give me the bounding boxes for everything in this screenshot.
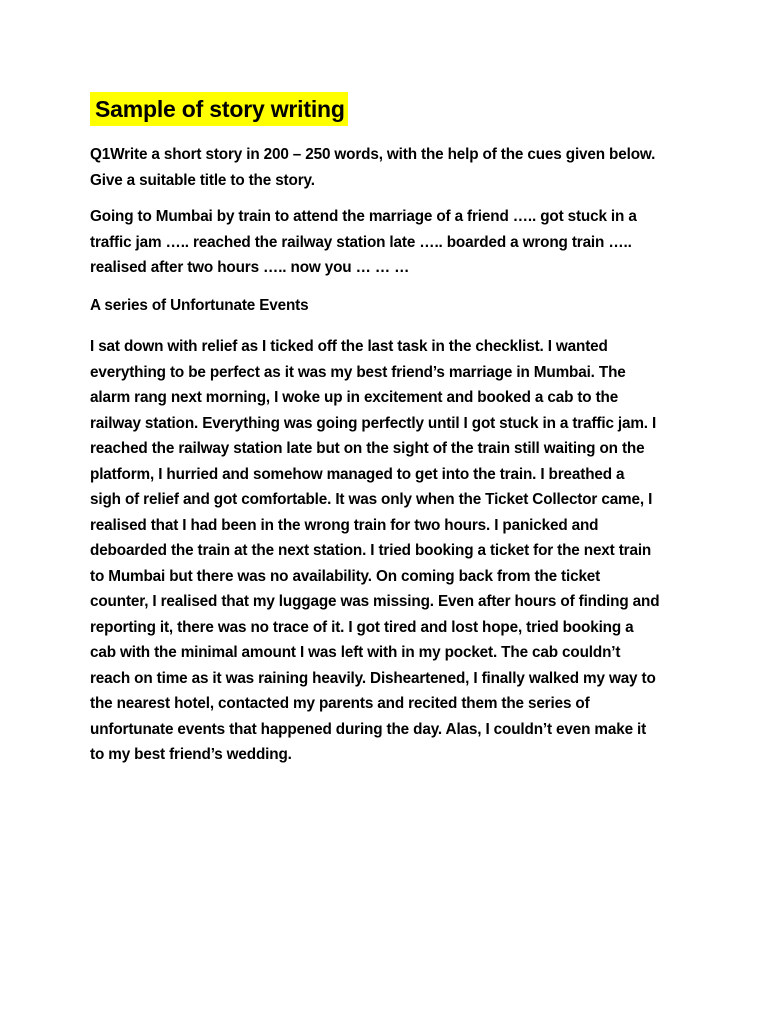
story-line: deboarded the train at the next station. I tried booking a ticket for the next train (90, 542, 652, 559)
cue-line: traffic jam ….. reached the railway station late ….. boarded a wrong train ….. (90, 233, 632, 251)
story-line: reach on time as it was raining heavily. Disheartened, I finally walked my way to (90, 669, 656, 687)
title-wrapper (90, 92, 348, 126)
cues-paragraph (90, 204, 700, 281)
story-title: A series of Unfortunate Events (90, 297, 309, 314)
cue-line: Going to Mumbai by train to attend the marriage of a friend ….. got stuck in a (90, 208, 637, 225)
story-line: counter, I realised that my luggage was missing. Even after hours of finding and (90, 593, 660, 610)
question-paragraph (90, 142, 700, 193)
story-paragraph (90, 334, 700, 768)
question-line: Give a suitable title to the story. (90, 171, 315, 189)
story-line: platform, I hurried and somehow managed to get into the train. I breathed a (90, 465, 625, 483)
story-line: reached the railway station late but on the sight of the train still waiting on the (90, 440, 645, 457)
story-line: sigh of relief and got comfortable. It was only when the Ticket Collector came, I (90, 491, 653, 508)
story-line: realised that I had been in the wrong train for two hours. I panicked and (90, 516, 599, 534)
story-line: alarm rang next morning, I woke up in excitement and booked a cab to the (90, 389, 619, 406)
question-line: Q1Write a short story in 200 – 250 words, with the help of the cues given below. (90, 146, 656, 163)
story-line: the nearest hotel, contacted my parents and recited them the series of (90, 695, 590, 712)
story-line: reporting it, there was no trace of it. I got tired and lost hope, tried booking a (90, 618, 634, 636)
story-line: unfortunate events that happened during the day. Alas, I couldn’t even make it (90, 720, 647, 738)
story-line: to my best friend’s wedding. (90, 746, 292, 763)
story-title-paragraph (90, 293, 700, 319)
story-line: cab with the minimal amount I was left with in my pocket. The cab couldn’t (90, 644, 621, 661)
document-title: Sample of story writing (90, 92, 348, 126)
story-line: to Mumbai but there was no availability. On coming back from the ticket (90, 567, 601, 585)
story-line: everything to be perfect as it was my best friend’s marriage in Mumbai. The (90, 363, 626, 381)
cue-line: realised after two hours ….. now you … … … (90, 259, 410, 276)
story-line: I sat down with relief as I ticked off the last task in the checklist. I wanted (90, 338, 608, 355)
story-line: railway station. Everything was going perfectly until I got stuck in a traffic jam. I (90, 414, 657, 432)
